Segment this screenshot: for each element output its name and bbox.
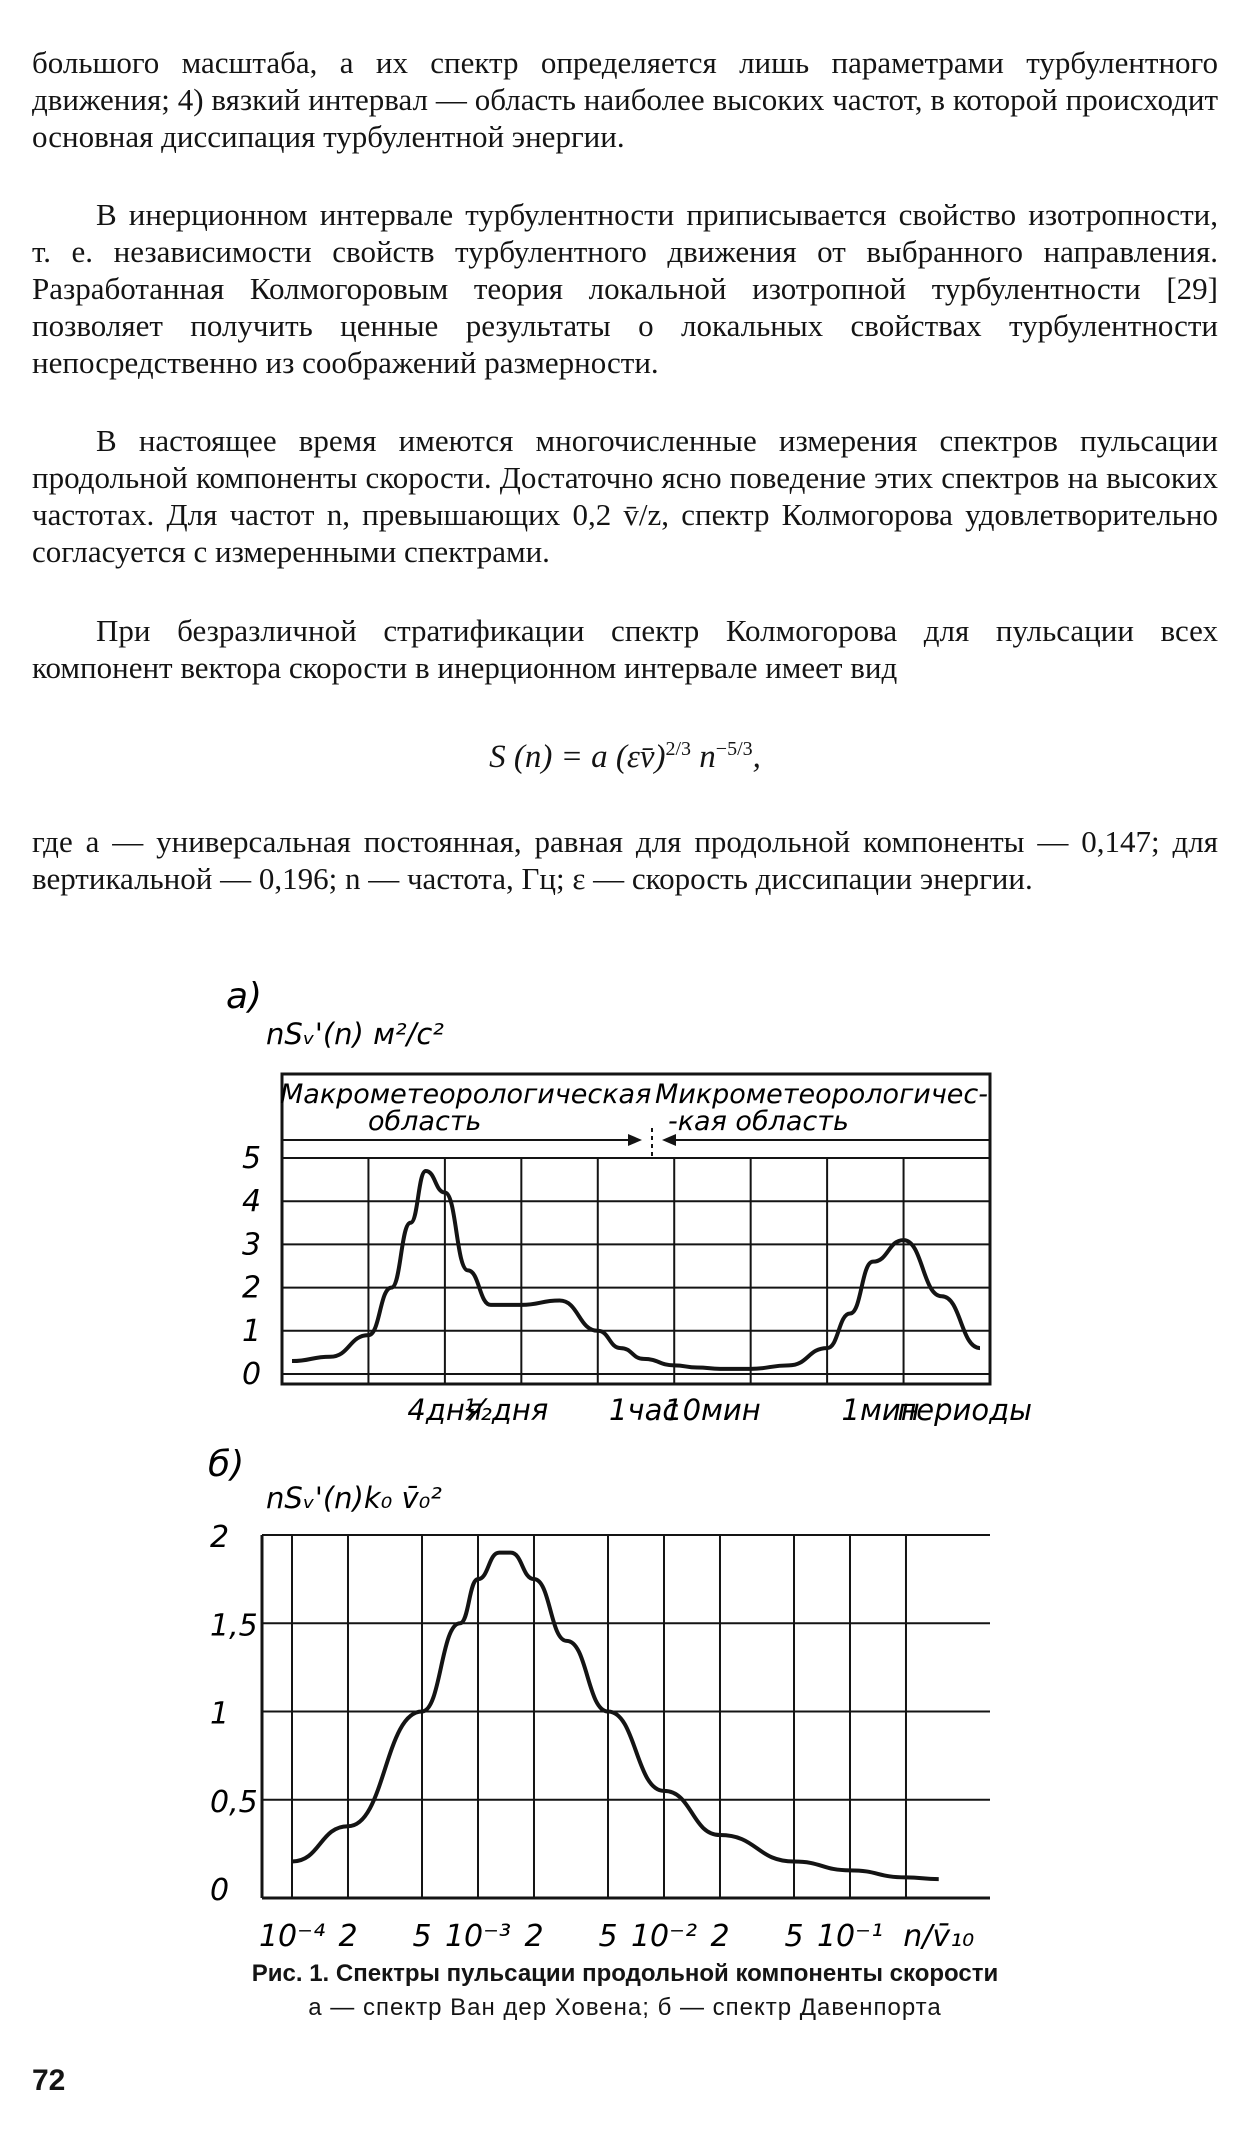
panel-a-region-labels bbox=[280, 1079, 990, 1156]
panel-a-xtick-label: 10мин bbox=[664, 1393, 761, 1427]
panel-a-label: а) bbox=[226, 976, 263, 1017]
formula-comma: , bbox=[752, 739, 761, 775]
paragraph-5: где a — универсальная постоянная, равная для продольной компоненты — 0,147; для вертикальной — 0,196; n — частота, Гц; ε — скорость диссипации энергии. bbox=[32, 824, 1218, 896]
panel-b-xtick-label: 5 bbox=[784, 1919, 804, 1954]
panel-b-xtick-label: 5 bbox=[412, 1919, 432, 1954]
panel-a-ylabel: nSᵥ'(n) м²/с² bbox=[266, 1017, 444, 1051]
panel-b-series-line bbox=[292, 1553, 939, 1880]
panel-a-ytick-label: 1 bbox=[242, 1313, 262, 1349]
panel-b-ytick-label: 1,5 bbox=[210, 1608, 258, 1644]
formula-exponent-1: 2/3 bbox=[665, 738, 692, 760]
panel-b-xtick-label: 2 bbox=[338, 1919, 358, 1954]
formula-exponent-2: −5/3 bbox=[715, 738, 753, 760]
panel-a-ytick-label: 3 bbox=[242, 1227, 262, 1263]
panel-b-grid bbox=[262, 1535, 990, 1898]
paragraph-1: большого масштаба, а их спектр определяется лишь параметрами турбулентного движения; 4) вязкий интервал — область наиболее высоких частот, в которой происходит основная диссипация турбулентной энергии. bbox=[32, 45, 1218, 154]
paragraph-4: При безразличной стратификации спектр Колмогорова для пульсации всех компонент вектора скорости в инерционном интервале имеет вид bbox=[32, 613, 1218, 685]
paragraph-2: В инерционном интервале турбулентности приписывается свойство изотропности, т. е. независимости свойств турбулентного движения от выбранного направления. Разработанная Колмогоровым теория локальной изотропной турбулентности [29] позволяет получить ценные результаты о локальных свойствах турбулентности непосредственно из соображений размерности. bbox=[32, 197, 1218, 380]
panel-b-x-ticks bbox=[259, 1919, 974, 1954]
panel-a-xtick-label: периоды bbox=[897, 1393, 1033, 1427]
panel-a-ytick-label: 0 bbox=[242, 1357, 262, 1392]
panel-b-ylabel: nSᵥ'(n)k₀ v̄₀² bbox=[266, 1481, 442, 1515]
paragraph-3: В настоящее время имеются многочисленные измерения спектров пульсации продольной компоненты скорости. Достаточно ясно поведение этих спектров на высоких частотах. Для частот n, превышающих 0,2 v̄/z, спектр Колмогорова удовлетворительно согласуется с измеренными спектрами. bbox=[32, 423, 1218, 569]
panel-b-xtick-label: 10⁻² bbox=[630, 1919, 698, 1954]
formula-n: n bbox=[691, 739, 716, 775]
figure-caption-title: Рис. 1. Спектры пульсации продольной компоненты скорости bbox=[251, 1960, 999, 1987]
panel-a-ytick-label: 5 bbox=[242, 1141, 262, 1176]
panel-b-xtick-label: 10⁻¹ bbox=[816, 1919, 884, 1954]
region-macro-label: Макрометеорологическая bbox=[280, 1079, 652, 1110]
panel-a-xtick-label: ½дня bbox=[463, 1393, 549, 1427]
page-number: 72 bbox=[32, 2064, 66, 2097]
panel-b-label: б) bbox=[208, 1444, 245, 1485]
panel-a-xtick-label: 1час bbox=[608, 1393, 679, 1427]
panel-b-ytick-label: 2 bbox=[210, 1520, 230, 1555]
region-macro-arrowhead bbox=[628, 1134, 642, 1146]
figure-caption-legend: а — спектр Ван дер Ховена; б — спектр Давенпорта bbox=[308, 1994, 942, 2021]
panel-b-xtick-label: 5 bbox=[598, 1919, 618, 1954]
panel-b-y-ticks bbox=[210, 1520, 258, 1908]
region-macro-label-2: область bbox=[368, 1106, 482, 1137]
panel-a-xtick-label: 4дня bbox=[407, 1393, 483, 1427]
panel-b-xtick-label: 2 bbox=[524, 1919, 544, 1954]
panel-b-ytick-label: 0 bbox=[210, 1873, 230, 1908]
panel-a-ytick-label: 2 bbox=[242, 1270, 262, 1306]
region-micro-label: Микрометеорологичес- bbox=[655, 1079, 988, 1110]
panel-b-xtick-label: 10⁻³ bbox=[444, 1919, 512, 1954]
formula-base: S (n) = a (εv̄) bbox=[489, 739, 666, 775]
panel-a-ytick-label: 4 bbox=[242, 1184, 262, 1220]
panel-a-y-ticks bbox=[242, 1141, 261, 1392]
panel-b-xtick-label: 10⁻⁴ bbox=[258, 1919, 326, 1954]
panel-b-ytick-label: 0,5 bbox=[210, 1784, 258, 1820]
panel-a-xtick-label: 1мин bbox=[841, 1393, 920, 1427]
panel-b-ytick-label: 1 bbox=[210, 1696, 230, 1732]
region-micro-label-2: -кая область bbox=[668, 1106, 849, 1137]
panel-b-xtick-label: 2 bbox=[710, 1919, 730, 1954]
panel-b-xtick-label: n/v̄₁₀ bbox=[903, 1919, 975, 1954]
panel-a-x-ticks bbox=[407, 1393, 1032, 1427]
